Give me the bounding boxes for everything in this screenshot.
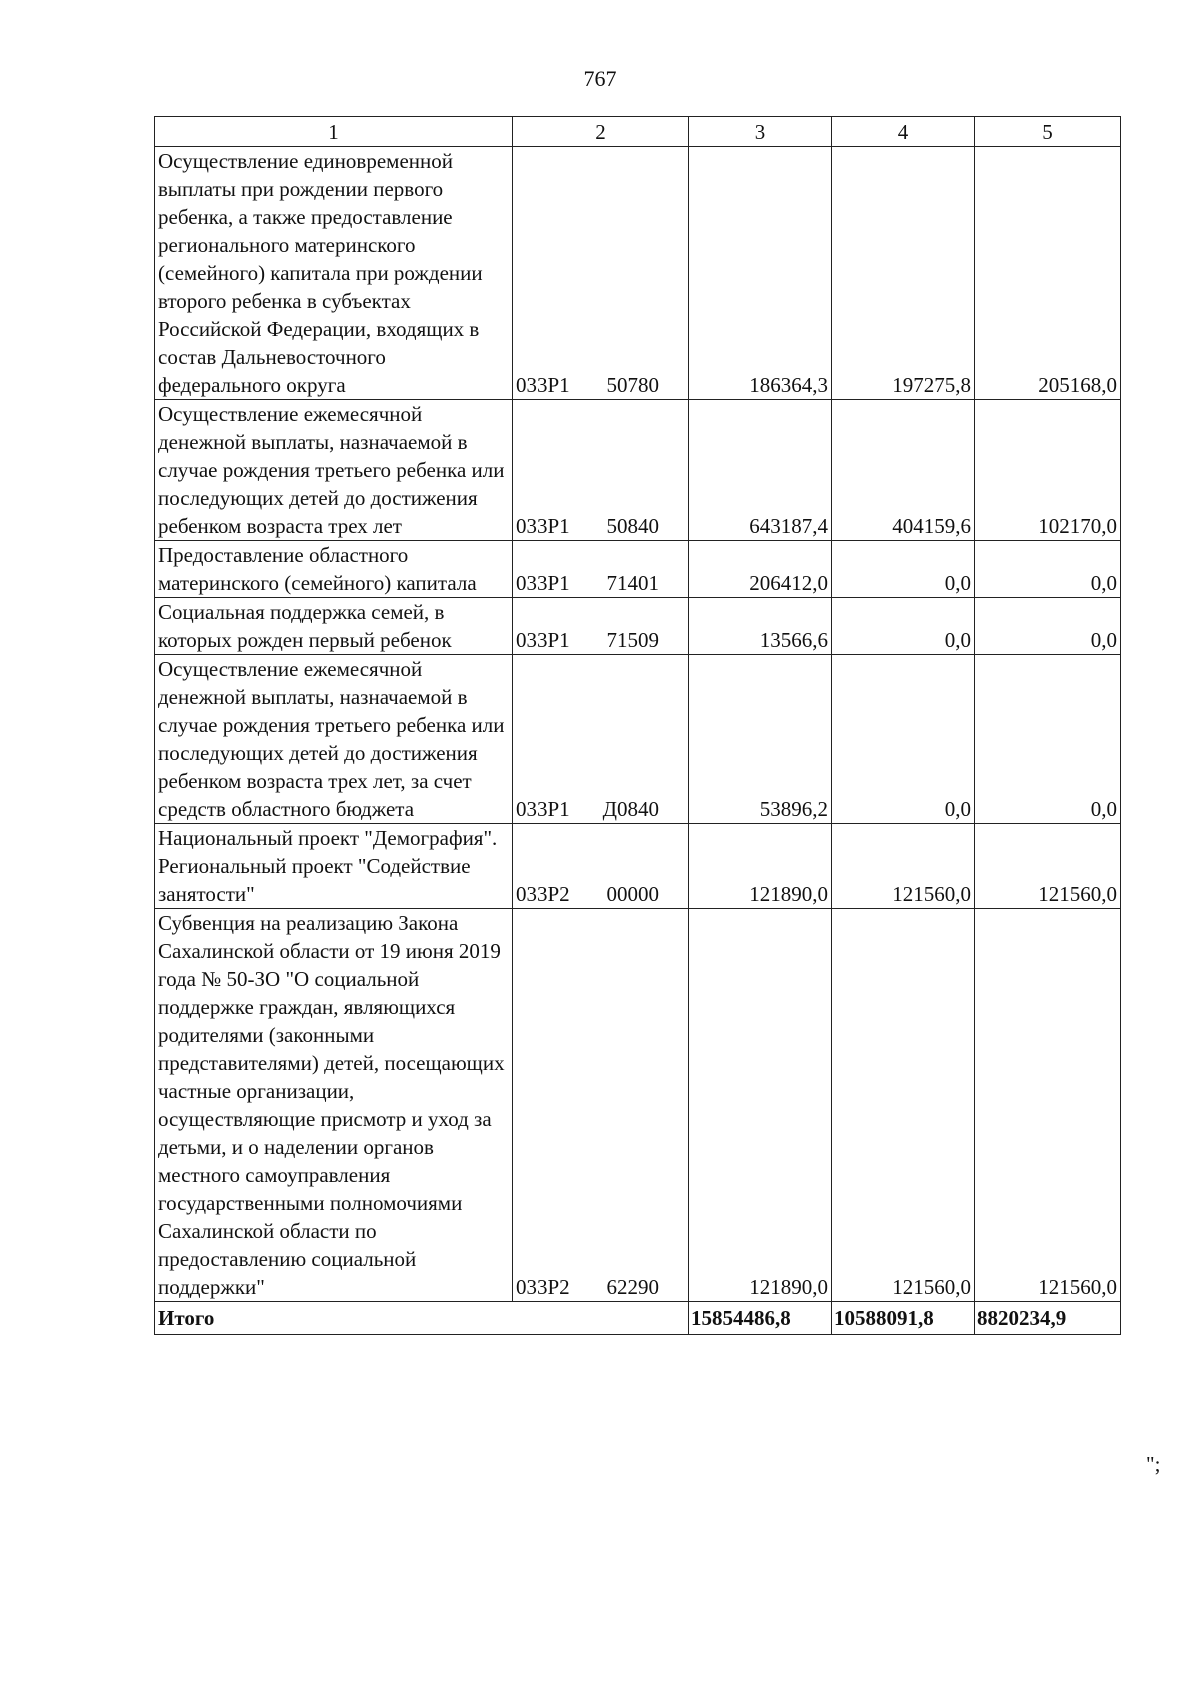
- code-direction: 71509: [606, 628, 659, 652]
- column-header: 4: [832, 117, 975, 147]
- code-direction: Д0840: [602, 797, 659, 821]
- page-number: 767: [583, 66, 617, 91]
- amount-col5: 0,0: [975, 541, 1121, 598]
- table-row: [155, 147, 1121, 400]
- amount-col3: 121890,0: [689, 824, 832, 909]
- code-direction: 50840: [606, 514, 659, 538]
- amount-col4: 0,0: [832, 541, 975, 598]
- column-header: 3: [689, 117, 832, 147]
- table-row: [155, 400, 1121, 541]
- row-description: Национальный проект "Демография". Региональный проект "Содействие занятости": [155, 824, 513, 909]
- column-header: 2: [513, 117, 689, 147]
- closing-quote-mark: ";: [1146, 1452, 1161, 1476]
- amount-col4: 121560,0: [832, 909, 975, 1302]
- code-program: 033P1: [516, 797, 570, 821]
- row-description: Осуществление ежемесячной денежной выплаты, назначаемой в случае рождения третьего ребенка или последующих детей до достижения ребенком возраста трех лет: [155, 400, 513, 541]
- row-code: [513, 909, 689, 1302]
- table-row: [155, 598, 1121, 655]
- table-row: [155, 824, 1121, 909]
- code-program: 033P1: [516, 571, 570, 595]
- code-direction: 62290: [606, 1275, 659, 1299]
- table-row: [155, 909, 1121, 1302]
- amount-col4: 0,0: [832, 655, 975, 824]
- amount-col4: 121560,0: [832, 824, 975, 909]
- row-description: Осуществление единовременной выплаты при рождении первого ребенка, а также предоставление регионального материнского (семейного) капитала при рождении второго ребенка в субъектах Российской Федерации, входящих в состав Дальневосточного федерального округа: [155, 147, 513, 400]
- code-direction: 50780: [606, 373, 659, 397]
- total-col4: 10588091,8: [832, 1302, 975, 1335]
- row-description: Социальная поддержка семей, в которых рожден первый ребенок: [155, 598, 513, 655]
- code-direction: 00000: [606, 882, 659, 906]
- amount-col4: 0,0: [832, 598, 975, 655]
- amount-col3: 186364,3: [689, 147, 832, 400]
- amount-col3: 206412,0: [689, 541, 832, 598]
- table-row: [155, 655, 1121, 824]
- code-direction: 71401: [606, 571, 659, 595]
- row-code: [513, 655, 689, 824]
- column-header: 5: [975, 117, 1121, 147]
- row-code: [513, 400, 689, 541]
- code-program: 033P1: [516, 514, 570, 538]
- amount-col5: 0,0: [975, 655, 1121, 824]
- row-code: [513, 541, 689, 598]
- amount-col5: 121560,0: [975, 824, 1121, 909]
- code-program: 033P2: [516, 1275, 570, 1299]
- code-program: 033P1: [516, 373, 570, 397]
- total-col5: 8820234,9: [975, 1302, 1121, 1335]
- amount-col5: 102170,0: [975, 400, 1121, 541]
- amount-col4: 404159,6: [832, 400, 975, 541]
- amount-col3: 643187,4: [689, 400, 832, 541]
- column-header: 1: [155, 117, 513, 147]
- code-program: 033P1: [516, 628, 570, 652]
- row-code: [513, 147, 689, 400]
- amount-col5: 205168,0: [975, 147, 1121, 400]
- code-program: 033P2: [516, 882, 570, 906]
- amount-col4: 197275,8: [832, 147, 975, 400]
- row-description: Субвенция на реализацию Закона Сахалинской области от 19 июня 2019 года № 50-ЗО "О социальной поддержке граждан, являющихся родителями (законными представителями) детей, посещающих частные организации, осуществляющие присмотр и уход за детьми, и о наделении органов местного самоуправления государственными полномочиями Сахалинской области по предоставлению социальной поддержки": [155, 909, 513, 1302]
- total-label: Итого: [155, 1302, 689, 1335]
- budget-table: [154, 116, 1121, 1335]
- table-row: [155, 541, 1121, 598]
- header-row: [155, 117, 1121, 147]
- row-description: Предоставление областного материнского (семейного) капитала: [155, 541, 513, 598]
- total-col3: 15854486,8: [689, 1302, 832, 1335]
- row-code: [513, 598, 689, 655]
- total-row: [155, 1302, 1121, 1335]
- amount-col3: 121890,0: [689, 909, 832, 1302]
- amount-col3: 13566,6: [689, 598, 832, 655]
- amount-col5: 0,0: [975, 598, 1121, 655]
- row-code: [513, 824, 689, 909]
- row-description: Осуществление ежемесячной денежной выплаты, назначаемой в случае рождения третьего ребенка или последующих детей до достижения ребенком возраста трех лет, за счет средств областного бюджета: [155, 655, 513, 824]
- amount-col3: 53896,2: [689, 655, 832, 824]
- amount-col5: 121560,0: [975, 909, 1121, 1302]
